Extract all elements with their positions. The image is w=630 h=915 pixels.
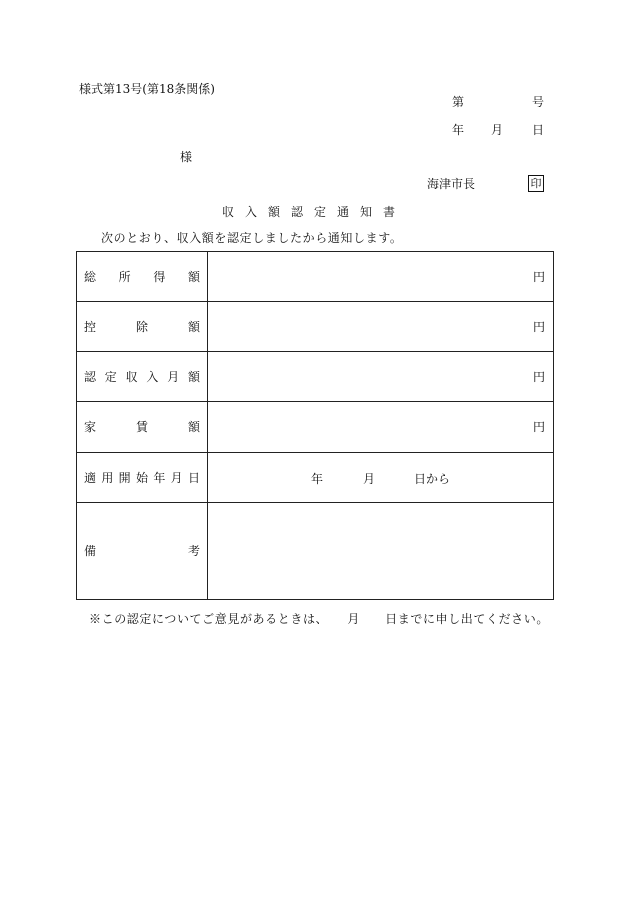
label-char: 入 <box>146 370 159 385</box>
document-title: 収入額認定通知書 <box>222 205 407 219</box>
table-row <box>77 452 554 502</box>
start-date-field[interactable] <box>208 452 554 502</box>
issue-date-day: 日 <box>532 123 545 137</box>
deduction-field[interactable] <box>208 302 554 352</box>
label-char: 額 <box>187 420 200 435</box>
reference-number-suffix: 号 <box>532 95 545 109</box>
form-number: 様式第13号(第18条関係) <box>79 82 215 96</box>
reference-number-prefix: 第 <box>452 95 465 109</box>
monthly-income-field[interactable] <box>208 352 554 402</box>
issue-date-month: 月 <box>491 123 504 137</box>
label-char: 額 <box>187 270 200 285</box>
intro-text: 次のとおり、収入額を認定しましたから通知します。 <box>101 231 403 245</box>
footnote: ※この認定についてご意見があるときは、 月 日までに申し出てください。 <box>89 612 549 626</box>
issue-date-year: 年 <box>452 123 465 137</box>
recipient-honorific: 様 <box>180 150 193 164</box>
row-label <box>77 502 208 599</box>
yen-unit: 円 <box>532 320 545 335</box>
row-label <box>77 402 208 452</box>
label-char: 賃 <box>135 420 148 435</box>
seal-mark: 印 <box>528 175 544 192</box>
label-char: 開 <box>118 470 131 485</box>
total-income-field[interactable] <box>208 252 554 302</box>
label-char: 得 <box>153 270 166 285</box>
label-char: 家 <box>84 420 97 435</box>
label-char: 年 <box>153 470 166 485</box>
label-char: 収 <box>125 370 138 385</box>
notice-table <box>76 251 554 600</box>
label-char: 適 <box>84 470 97 485</box>
label-char: 始 <box>135 470 148 485</box>
yen-unit: 円 <box>532 420 545 435</box>
rent-field[interactable] <box>208 402 554 452</box>
label-char: 除 <box>135 320 148 335</box>
label-char: 月 <box>170 470 183 485</box>
label-char: 総 <box>84 270 97 285</box>
row-label <box>77 252 208 302</box>
table-row <box>77 402 554 452</box>
label-char: 日 <box>187 470 200 485</box>
label-char: 認 <box>84 370 97 385</box>
label-char: 定 <box>104 370 117 385</box>
yen-unit: 円 <box>532 370 545 385</box>
label-char: 控 <box>84 320 97 335</box>
label-char: 備 <box>84 544 97 559</box>
yen-unit: 円 <box>532 270 545 285</box>
label-char: 月 <box>167 370 180 385</box>
label-char: 額 <box>187 370 200 385</box>
label-char: 所 <box>118 270 131 285</box>
row-label <box>77 302 208 352</box>
table-row <box>77 302 554 352</box>
start-date-day: 日から <box>414 471 451 486</box>
table-row <box>77 352 554 402</box>
label-char: 考 <box>187 544 200 559</box>
issuer-name: 海津市長 <box>427 177 476 191</box>
table-row <box>77 502 554 599</box>
label-char: 額 <box>187 320 200 335</box>
start-date-month: 月 <box>363 471 376 486</box>
start-date-year: 年 <box>311 471 324 486</box>
label-char: 用 <box>101 470 114 485</box>
table-row <box>77 252 554 302</box>
row-label <box>77 352 208 402</box>
row-label <box>77 452 208 502</box>
remarks-field[interactable] <box>208 502 554 599</box>
